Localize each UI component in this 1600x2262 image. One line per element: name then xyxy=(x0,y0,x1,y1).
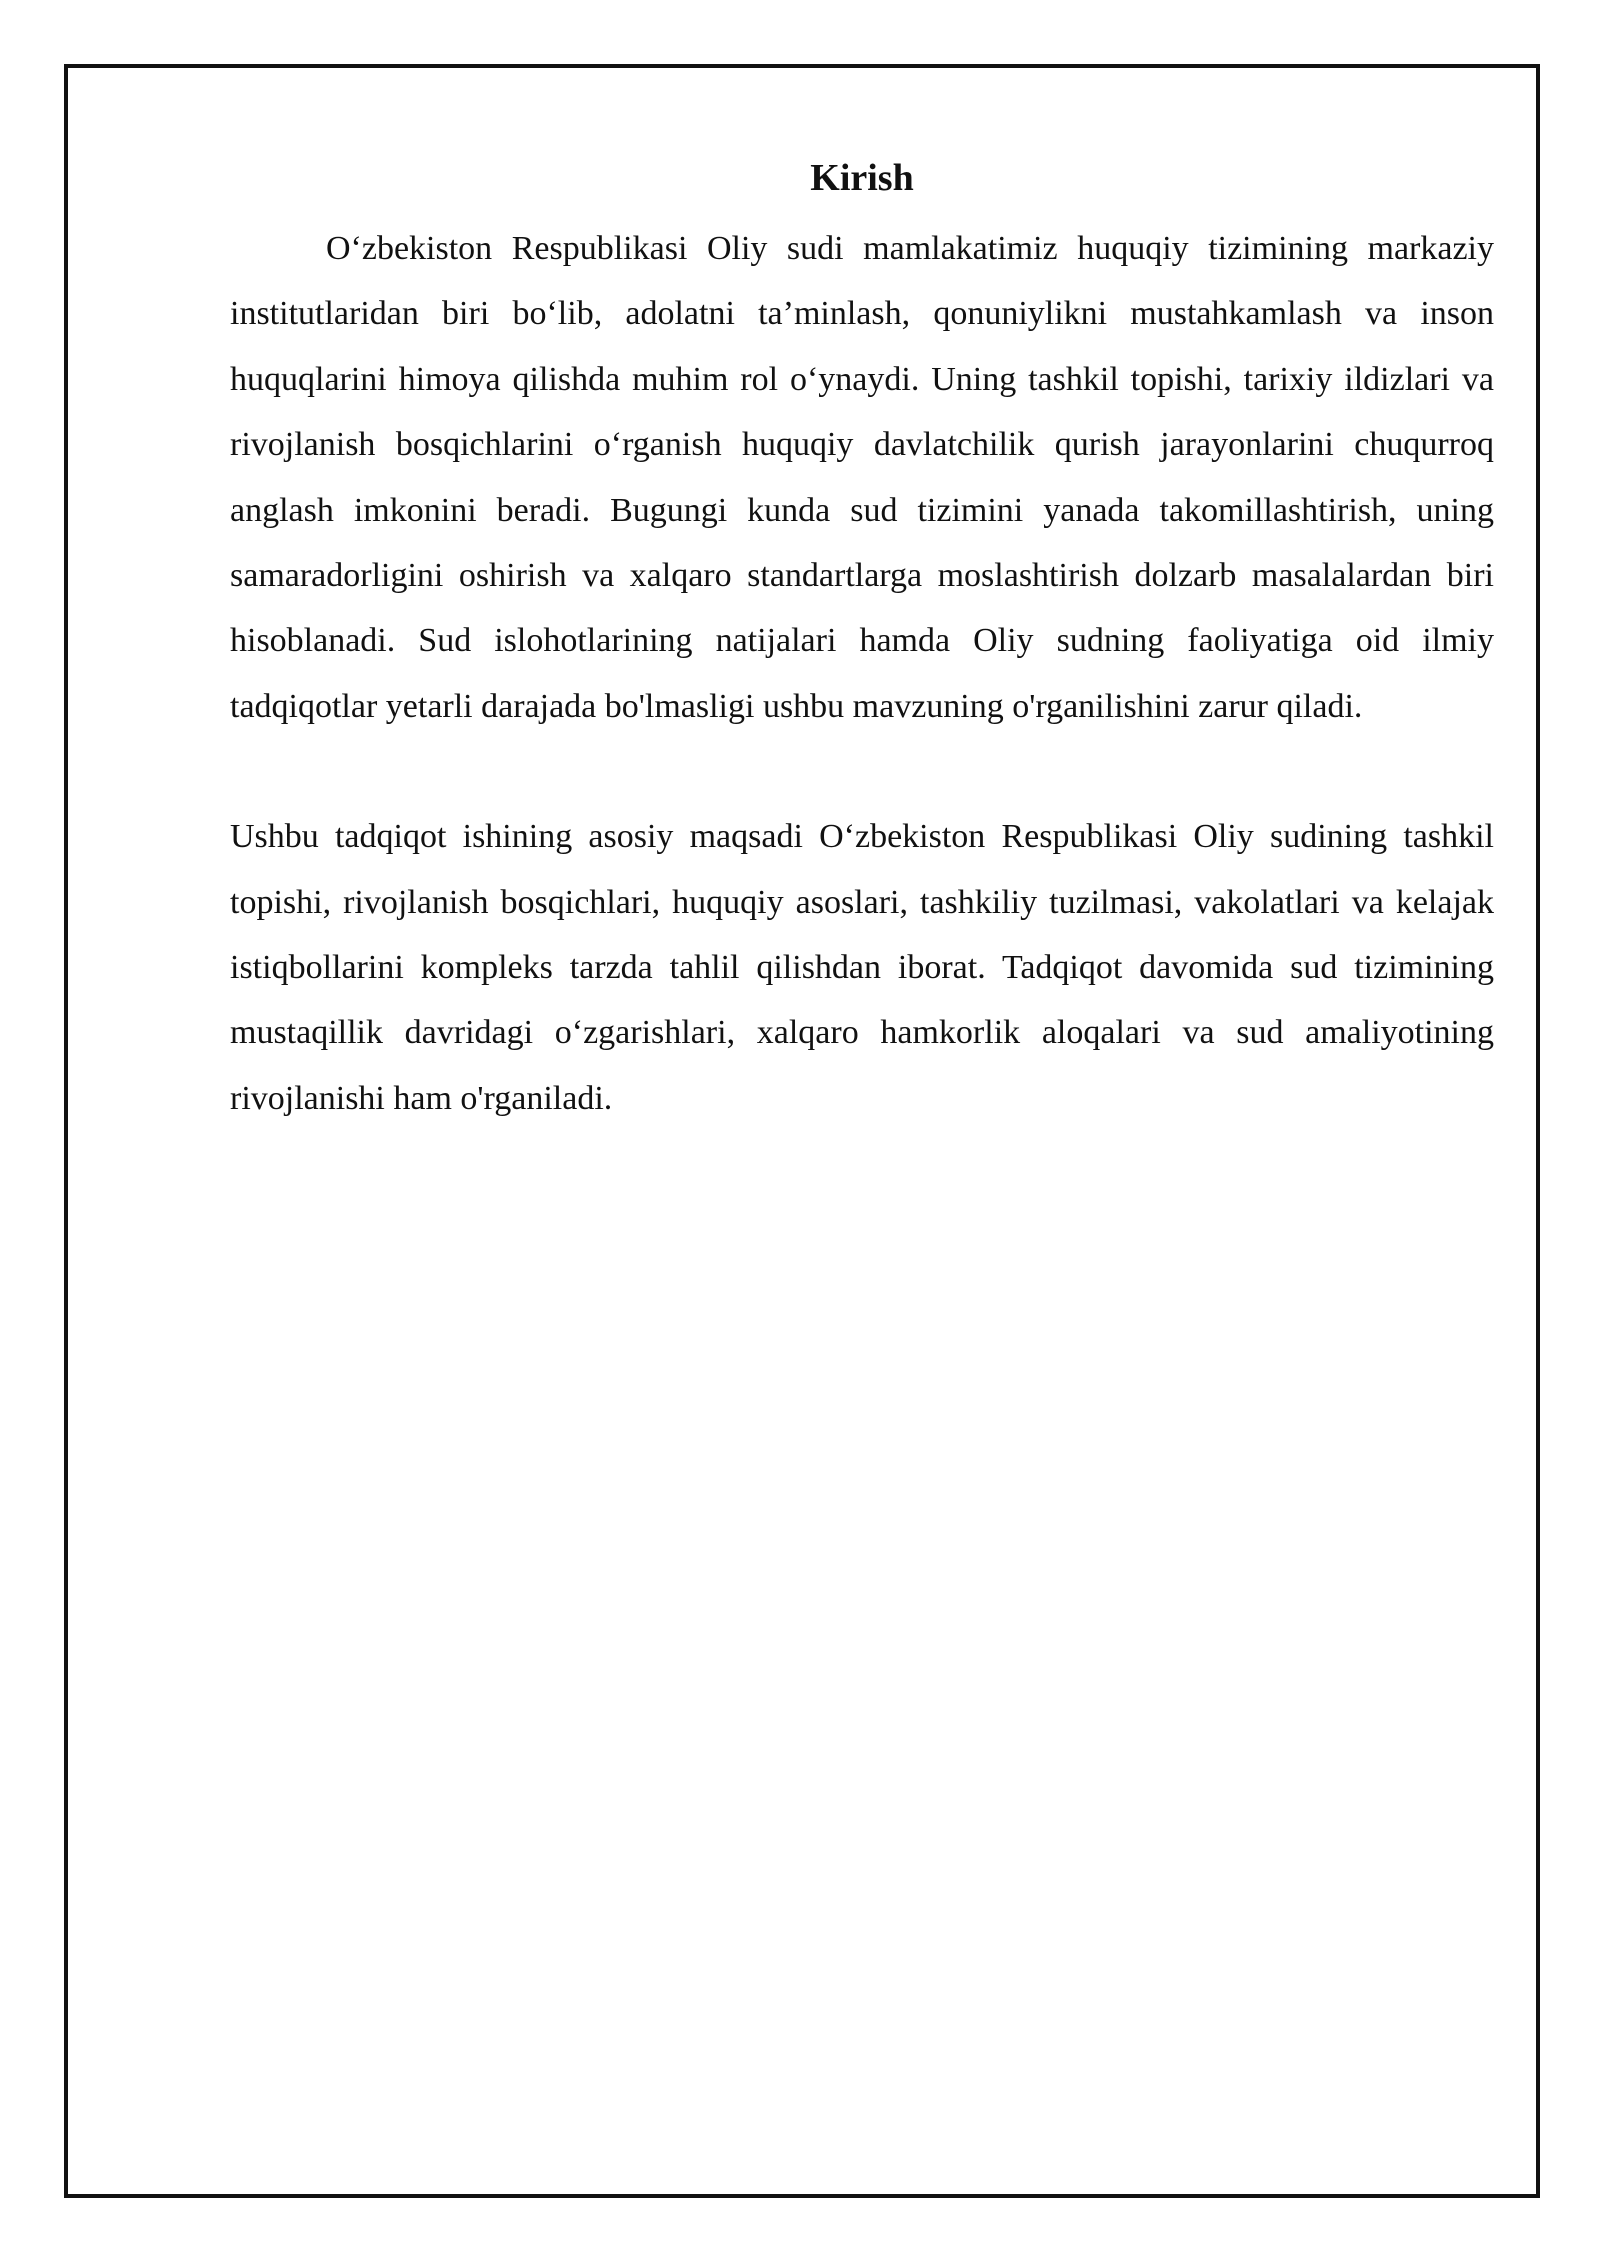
research-aim-paragraph: Ushbu tadqiqot ishining asosiy maqsadi O‘zbekiston Respublikasi Oliy sudining tashkil topishi, rivojlanish bosqichlari, huquqiy asoslari, tashkiliy tuzilmasi, vakolatlari va kelajak istiqbollarini kompleks tarzda tahlil qilishdan iborat. Tadqiqot davomida sud tizimining mustaqillik davridagi o‘zgarishlari, xalqaro hamkorlik aloqalari va sud amaliyotining rivojlanishi ham o'rganiladi. xyxy=(230,818,1494,1117)
document-title: Kirish xyxy=(810,157,914,199)
document-body xyxy=(230,150,1494,1131)
introduction-paragraph: O‘zbekiston Respublikasi Oliy sudi mamlakatimiz huquqiy tizimining markaziy institutlaridan biri bo‘lib, adolatni ta’minlash, qonuniylikni mustahkamlash va inson huquqlarini himoya qilishda muhim rol o‘ynaydi. Uning tashkil topishi, tarixiy ildizlari va rivojlanish bosqichlarini o‘rganish huquqiy davlatchilik qurish jarayonlarini chuqurroq anglash imkonini beradi. Bugungi kunda sud tizimini yanada takomillashtirish, uning samaradorligini oshirish va xalqaro standartlarga moslashtirish dolzarb masalalardan biri hisoblanadi. Sud islohotlarining natijalari hamda Oliy sudning faoliyatiga oid ilmiy tadqiqotlar yetarli darajada bo'lmasligi ushbu mavzuning o'rganilishini zarur qiladi. xyxy=(230,230,1494,725)
paragraph-spacer xyxy=(230,739,1494,804)
